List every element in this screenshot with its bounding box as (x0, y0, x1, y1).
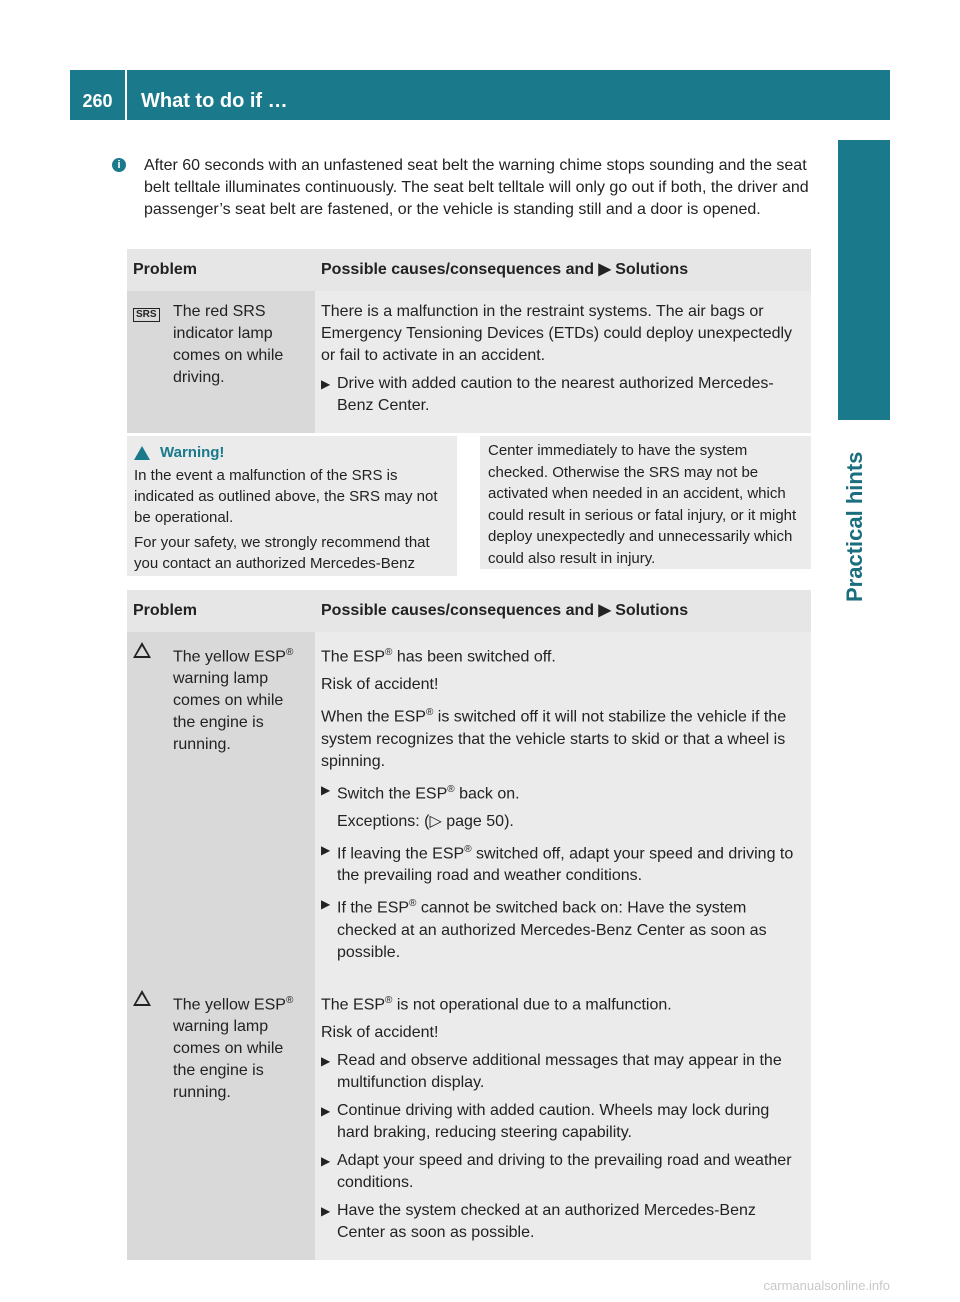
table-row (127, 291, 811, 433)
arrow-icon: ▶ (321, 1153, 331, 1168)
step-text: Read and observe additional messages that may appear in the multifunction display. (337, 1051, 782, 1091)
arrow-icon: ▶ (321, 842, 331, 857)
problem-text: The yellow ESP® warning lamp comes on while the engine is running. (173, 994, 294, 1101)
arrow-icon: ▶ (321, 1203, 331, 1218)
solution-cell (315, 291, 811, 433)
info-note-text: After 60 seconds with an unfastened seat belt the warning chime stops sounding and the seat belt telltale illuminates continuously. The seat belt telltale will only go out if both, the driver and passenger’s seat belt are fastened, or the vehicle is standing still and a door is opened. (144, 157, 809, 218)
footer-watermark[interactable]: carmanualsonline.info (763, 1278, 890, 1293)
problem-cell (127, 980, 315, 1260)
list-item (321, 893, 805, 963)
warning-heading (134, 442, 457, 463)
problem-text: The yellow ESP® warning lamp comes on while the engine is running. (173, 647, 294, 754)
page-reference[interactable]: Exceptions: (▷ page 50). (337, 812, 514, 830)
warning-paragraph: For your safety, we strongly recommend that you contact an authorized Mercedes-Benz (134, 534, 430, 572)
cause-text: Risk of accident! (321, 1023, 439, 1041)
col-solutions-prefix: Possible causes/consequences and (321, 261, 599, 278)
table-row (127, 980, 811, 1260)
esp-table (127, 590, 811, 1260)
step-text: Have the system checked at an authorized Mercedes-Benz Center as soon as possible. (337, 1201, 756, 1241)
step-text: If leaving the ESP® switched off, adapt your speed and driving to the prevailing road and weather conditions. (337, 843, 794, 885)
warning-paragraph: Center immediately to have the system checked. Otherwise the SRS may not be activated when needed in an accident, which could result in serious or fatal injury, or it might deploy unexpectedly and unnecessarily which could also result in injury. (488, 442, 797, 567)
col-problem: Problem (127, 249, 315, 291)
list-item (321, 1200, 805, 1244)
side-label-text: Practical hints (842, 451, 867, 602)
page-number: 260 (70, 70, 127, 120)
list-item (321, 839, 805, 887)
col-solutions-suffix: Solutions (610, 602, 689, 619)
step-text: Drive with added caution to the nearest authorized Mercedes-Benz Center. (337, 375, 774, 414)
warning-box-left (127, 436, 457, 576)
srs-icon-text: SRS (133, 308, 160, 322)
esp-warning-icon (133, 990, 173, 1104)
col-solutions (315, 590, 811, 632)
esp-warning-icon (133, 642, 173, 756)
page-header (70, 70, 890, 120)
cause-text: When the ESP® is switched off it will not stabilize the vehicle if the system recognizes that the vehicle starts to skid or that a wheel is spinning. (321, 707, 787, 770)
table-header (127, 590, 811, 632)
step-text: Switch the ESP® back on. (337, 783, 520, 802)
solution-cell (315, 632, 811, 980)
warning-title: Warning! (160, 444, 225, 461)
problem-cell (127, 632, 315, 980)
problem-cell (127, 291, 315, 433)
arrow-icon: ▶ (321, 1103, 331, 1118)
srs-table (127, 249, 811, 433)
cause-text: There is a malfunction in the restraint systems. The air bags or Emergency Tensioning Devices (ETDs) could deploy unexpectedly or fail to activate in an accident. (321, 303, 793, 364)
cause-text: Risk of accident! (321, 676, 439, 694)
list-item (321, 1150, 805, 1194)
list-item (321, 373, 805, 417)
info-note (112, 155, 812, 221)
problem-text: The red SRS indicator lamp comes on while driving. (173, 303, 284, 386)
side-tab (838, 140, 890, 420)
srs-icon (133, 301, 173, 389)
list-item (321, 779, 805, 805)
step-text: Continue driving with added caution. Wheels may lock during hard braking, reducing steering capability. (337, 1101, 770, 1141)
table-header (127, 249, 811, 291)
step-text: Adapt your speed and driving to the prevailing road and weather conditions. (337, 1151, 792, 1191)
cause-text: The ESP® has been switched off. (321, 647, 556, 666)
arrow-icon: ▶ (321, 897, 331, 912)
cause-text: The ESP® is not operational due to a malfunction. (321, 994, 672, 1013)
list-item (321, 1100, 805, 1144)
warning-triangle-icon (134, 446, 150, 460)
col-problem: Problem (127, 590, 315, 632)
warning-box-right (480, 436, 811, 569)
section-title: What to do if … (141, 89, 288, 112)
table-row (127, 632, 811, 980)
warning-paragraph: In the event a malfunction of the SRS is indicated as outlined above, the SRS may not be operational. (134, 467, 438, 526)
arrow-icon: ▶ (321, 782, 331, 797)
arrow-icon: ▶ (598, 602, 611, 619)
arrow-icon: ▶ (321, 1053, 331, 1068)
col-solutions-prefix: Possible causes/consequences and (321, 602, 599, 619)
side-label (838, 430, 890, 610)
col-solutions (315, 249, 811, 291)
arrow-icon: ▶ (598, 261, 611, 278)
arrow-icon: ▶ (321, 377, 331, 391)
info-icon: i (112, 158, 126, 172)
list-item (321, 1050, 805, 1094)
col-solutions-suffix: Solutions (610, 261, 689, 278)
solution-cell (315, 980, 811, 1260)
step-text: If the ESP® cannot be switched back on: Have the system checked at an authorized Mercedes-Benz Center as soon as possible. (337, 898, 767, 961)
